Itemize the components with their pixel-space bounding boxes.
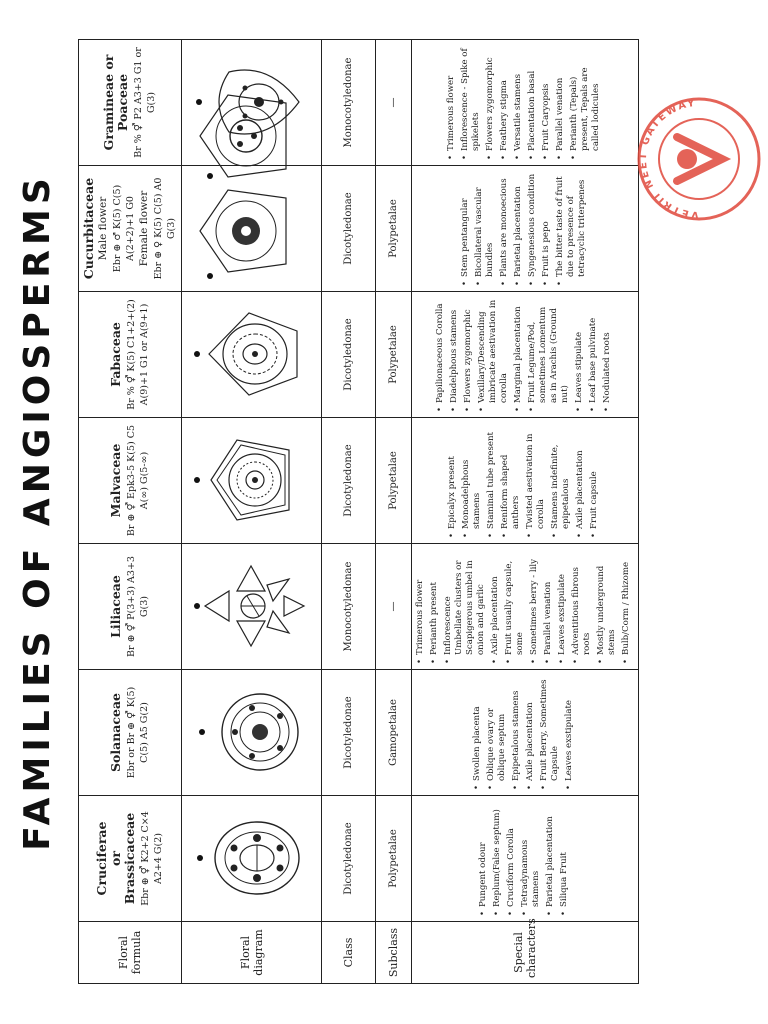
character-item: • Epicalyx present — [447, 423, 458, 538]
character-item: • Leaf base pulvinate — [588, 297, 599, 412]
class-cell: Dicotyledonae — [322, 292, 376, 418]
character-item: • Flowers zygomorphic — [463, 297, 474, 412]
class-cell: Dicotyledonae — [322, 166, 376, 292]
family-name: Fabaceae — [108, 322, 123, 387]
floral-diagram-icon — [189, 300, 314, 410]
subclass-cell: Polypetalae — [376, 796, 412, 922]
character-item: • Parietal placentation — [545, 801, 556, 916]
character-item: • Epipetalous stamens — [511, 675, 522, 790]
character-item: • The bitter taste of fruit due to presence of tetracyclic triterpenes — [555, 171, 588, 286]
character-item: • Perianth (Tepals) present, Tepals are called lodicules — [569, 45, 602, 160]
row-header-class: Class — [322, 922, 376, 984]
character-item: • Leaves stipulate — [574, 297, 585, 412]
floral-formula: Ebr or Br ⊕ ⚥ K(5) C(5) A5 G(2) — [126, 686, 150, 779]
character-item: • Marginal placentation — [513, 297, 524, 412]
character-item: • Parallel venation — [555, 45, 566, 160]
class-cell: Dicotyledonae — [322, 796, 376, 922]
floral-formula: Br ⊕ ⚥ P(3+3) A3+3 G(3) — [126, 556, 150, 657]
character-item: • Fruit Legume/Pod, sometimes Lomentum as in Arachis (Ground nut) — [527, 297, 571, 412]
character-item: • Sometimes berry - lily — [529, 549, 540, 664]
characters-list — [460, 171, 588, 286]
class-cell: Monocotyledonae — [322, 544, 376, 670]
family-name: Gramineae or — [101, 54, 116, 151]
character-item: • Inflorescence - Spike of spikelets — [460, 45, 482, 160]
character-item: • Reniform shaped anthers — [500, 423, 522, 538]
character-item: • Adventitious fibrous roots — [571, 549, 593, 664]
character-item: • Perianth present — [429, 549, 440, 664]
family-header-cruciferae — [79, 796, 182, 922]
page-title: FAMILIES OF ANGIOSPERMS — [17, 173, 58, 851]
subclass-cell: — — [376, 40, 412, 166]
class-cell: Dicotyledonae — [322, 418, 376, 544]
characters-cell-fabaceae — [412, 292, 639, 418]
character-item: • Oblique ovary or oblique septum — [486, 675, 508, 790]
floral-formula-female: Ebr ⊕ ♀ K(5) C(5) A0 G(3) — [153, 177, 177, 280]
family-header-poaceae — [79, 40, 182, 166]
character-item: • Leaves exstipulate — [557, 549, 568, 664]
characters-list — [472, 675, 575, 790]
row-header-formula: Floral formula — [79, 922, 182, 984]
character-item: • Parietal placentation — [513, 171, 524, 286]
class-cell: Dicotyledonae — [322, 670, 376, 796]
character-item: • Mostly underground stems — [596, 549, 618, 664]
character-item: • Leaves exstipulate — [564, 675, 575, 790]
character-item: • Axile placentation — [575, 423, 586, 538]
characters-list — [435, 297, 613, 412]
character-item: • Trimerous flower — [415, 549, 426, 664]
family-header-cucurbitaceae — [79, 166, 182, 292]
floral-diagram-cucurbitaceae — [182, 166, 322, 292]
character-item: • Plants are monoecious — [499, 171, 510, 286]
floral-formula: Br % ⚥ P2 A3+3 G1 or G(3) — [133, 47, 157, 158]
floral-diagram-solanaceae — [182, 670, 322, 796]
family-name: Malvaceae — [108, 443, 123, 518]
character-item: • Monoadelphous stamens — [461, 423, 483, 538]
seal-text: VETRII NEET GATEWAY — [637, 97, 700, 221]
family-header-liliaceae — [79, 544, 182, 670]
characters-list — [446, 45, 602, 160]
family-header-fabaceae — [79, 292, 182, 418]
family-name: Cucurbitaceae — [81, 177, 96, 280]
character-item: • Nodulated roots — [602, 297, 613, 412]
floral-formula: Ebr ⊕ ⚥ K2+2 C×4 A2+4 G(2) — [140, 811, 164, 906]
floral-diagram-liliaceae — [182, 544, 322, 670]
character-item: • Pungent odour — [478, 801, 489, 916]
floral-diagram-icon — [192, 683, 312, 783]
characters-cell-cucurbitaceae — [412, 166, 639, 292]
character-item: • Fruit Berry, Sometimes Capsule — [539, 675, 561, 790]
class-row — [322, 40, 376, 984]
family-header-malvaceae — [79, 418, 182, 544]
subclass-cell: Polypetalae — [376, 292, 412, 418]
floral-formula: Br % ⚥ K(5) C1+2+(2) A(9)+1 G1 or A(9+1) — [126, 299, 150, 410]
characters-row — [412, 40, 639, 984]
family-name-or: or — [108, 851, 123, 866]
character-item: • Flowers zygomorphic — [485, 45, 496, 160]
characters-cell-liliaceae — [412, 544, 639, 670]
character-item: • Fruit is pepo — [541, 171, 552, 286]
row-header-diagram: Floral diagram — [182, 922, 322, 984]
character-item: • Bicollateral vascular bundles — [474, 171, 496, 286]
character-item: • Syngenesious condition — [527, 171, 538, 286]
character-item: • Twisted aestivation in corolla — [525, 423, 547, 538]
character-item: • Parallel venation — [543, 549, 554, 664]
character-item: • Vexillary/Descending imbricate aestivation in corolla — [477, 297, 510, 412]
characters-list — [415, 549, 632, 664]
family-name: Solanaceae — [108, 692, 123, 773]
characters-cell-poaceae — [412, 40, 639, 166]
row-header-subclass: Subclass — [376, 922, 412, 984]
diagram-row — [182, 40, 322, 984]
character-item: • Inflorescence Umbellate clusters or Scapigerous umbel in onion and garlic — [443, 549, 487, 664]
characters-cell-cruciferae — [412, 796, 639, 922]
row-header-characters: Special characters — [412, 922, 639, 984]
character-item: • Axile placentation — [525, 675, 536, 790]
character-item: • Siliqua Fruit — [559, 801, 570, 916]
floral-diagram-poaceae — [182, 40, 322, 166]
floral-diagram-cruciferae — [182, 796, 322, 922]
class-cell: Monocotyledonae — [322, 40, 376, 166]
character-item: • Cruciform Corolla — [506, 801, 517, 916]
character-item: • Axile placentation — [490, 549, 501, 664]
character-item: • Bulb/Corm / Rhizome — [621, 549, 632, 664]
character-item: • Stamens indefinite, epipetalous — [550, 423, 572, 538]
family-name-alt: Poaceae — [115, 73, 130, 132]
subclass-row — [376, 40, 412, 984]
character-item: • Versatile stamens — [513, 45, 524, 160]
character-item: • Papilionaceous Corolla — [435, 297, 446, 412]
floral-formula: Br ⊕ ⚥ Epk3-5 K(5) C5 A(∞) G(5-∞) — [126, 424, 150, 537]
characters-list — [478, 801, 570, 916]
male-flower-label: Male flower — [97, 196, 109, 261]
character-item: • Fruit Caryopsis — [541, 45, 552, 160]
subclass-cell: Gamopetalae — [376, 670, 412, 796]
family-name: Liliaceae — [108, 575, 123, 638]
floral-diagram-fabaceae — [182, 292, 322, 418]
subclass-cell: Polypetalae — [376, 418, 412, 544]
floral-diagram-icon — [189, 552, 314, 662]
character-item: • Diadelphous stamens — [449, 297, 460, 412]
family-name: Cruciferae — [94, 821, 109, 896]
character-item: • Replum(False septum) — [492, 801, 503, 916]
floral-formula-male: Ebr ⊕ ♂ K(5) C(5) A(2+2)+1 G0 — [112, 184, 136, 273]
floral-diagram-icon — [189, 426, 314, 536]
character-item: • Tetradynamous stamens — [520, 801, 542, 916]
formula-row — [79, 40, 182, 984]
character-item: • Staminal tube present — [486, 423, 497, 538]
floral-diagram-malvaceae — [182, 418, 322, 544]
subclass-cell: — — [376, 544, 412, 670]
character-item: • Fruit capsule — [589, 423, 600, 538]
family-header-solanaceae — [79, 670, 182, 796]
character-item: • Stem pentangular — [460, 171, 471, 286]
subclass-cell: Polypetalae — [376, 166, 412, 292]
character-item: • Swollen placenta — [472, 675, 483, 790]
families-table — [78, 39, 639, 984]
characters-cell-solanaceae — [412, 670, 639, 796]
characters-cell-malvaceae — [412, 418, 639, 544]
character-item: • Placentation basal — [527, 45, 538, 160]
characters-list — [447, 423, 600, 538]
character-item: • Trimerous flower — [446, 45, 457, 160]
watermark-seal-icon — [632, 91, 767, 226]
family-name-alt: Brassicaceae — [122, 812, 137, 905]
character-item: • Fruit usually capsule, some — [504, 549, 526, 664]
female-flower-label: Female flower — [138, 190, 150, 267]
floral-diagram-icon — [192, 809, 312, 909]
character-item: • Feathery stigma — [499, 45, 510, 160]
